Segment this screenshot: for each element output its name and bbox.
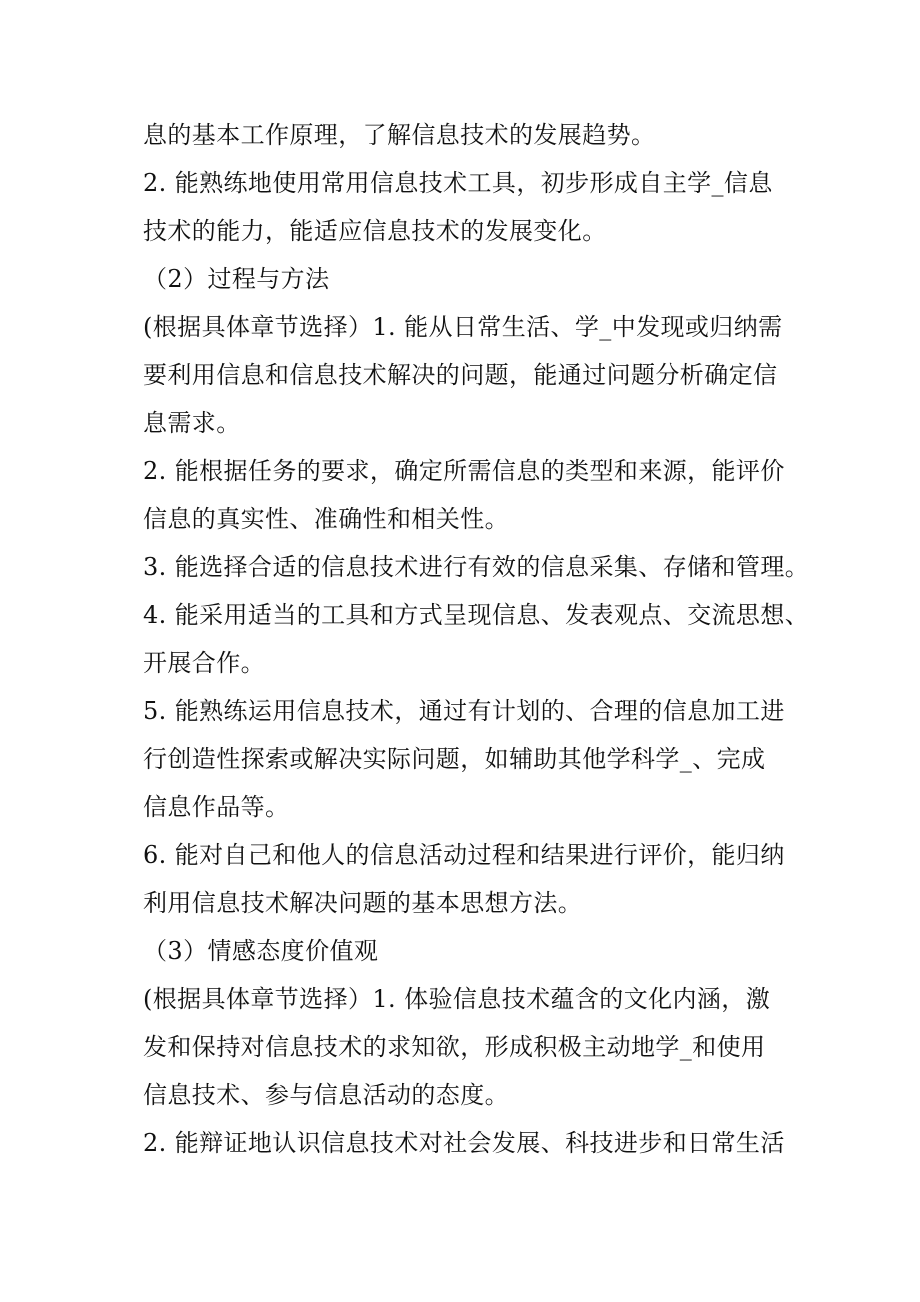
section-heading: （2）过程与方法	[143, 265, 330, 293]
text-line: 2. 能根据任务的要求，确定所需信息的类型和来源，能评价	[143, 457, 785, 485]
text-line: 2. 能熟练地使用常用信息技术工具，初步形成自主学_信息	[143, 169, 773, 197]
text-line: 6. 能对自己和他人的信息活动过程和结果进行评价，能归纳	[143, 841, 785, 869]
text-line: 信息技术、参与信息活动的态度。	[143, 1081, 509, 1109]
text-line: 息需求。	[143, 409, 241, 437]
text-line: 4. 能采用适当的工具和方式呈现信息、发表观点、交流思想、	[143, 601, 810, 629]
text-line: 5. 能熟练运用信息技术，通过有计划的、合理的信息加工进	[143, 697, 785, 725]
text-line: 信息作品等。	[143, 793, 290, 821]
text-line: 利用信息技术解决问题的基本思想方法。	[143, 889, 583, 917]
text-line: (根据具体章节选择）1. 能从日常生活、学_中发现或归纳需	[143, 313, 783, 341]
document-body	[143, 111, 810, 1167]
text-line: 要利用信息和信息技术解决的问题，能通过问题分析确定信	[143, 361, 778, 389]
text-line: 息的基本工作原理，了解信息技术的发展趋势。	[143, 121, 656, 149]
text-line: 技术的能力，能适应信息技术的发展变化。	[143, 217, 607, 245]
section-heading: （3）情感态度价值观	[143, 937, 379, 965]
text-line: 行创造性探索或解决实际问题，如辅助其他学科学_、完成	[143, 745, 766, 773]
text-line: 信息的真实性、准确性和相关性。	[143, 505, 509, 533]
text-line: 2. 能辩证地认识信息技术对社会发展、科技进步和日常生活	[143, 1129, 785, 1157]
text-line: 发和保持对信息技术的求知欲，形成积极主动地学_和使用	[143, 1033, 766, 1061]
text-line: 3. 能选择合适的信息技术进行有效的信息采集、存储和管理。	[143, 553, 810, 581]
text-line: (根据具体章节选择）1. 体验信息技术蕴含的文化内涵，激	[143, 985, 771, 1013]
text-line: 开展合作。	[143, 649, 265, 677]
